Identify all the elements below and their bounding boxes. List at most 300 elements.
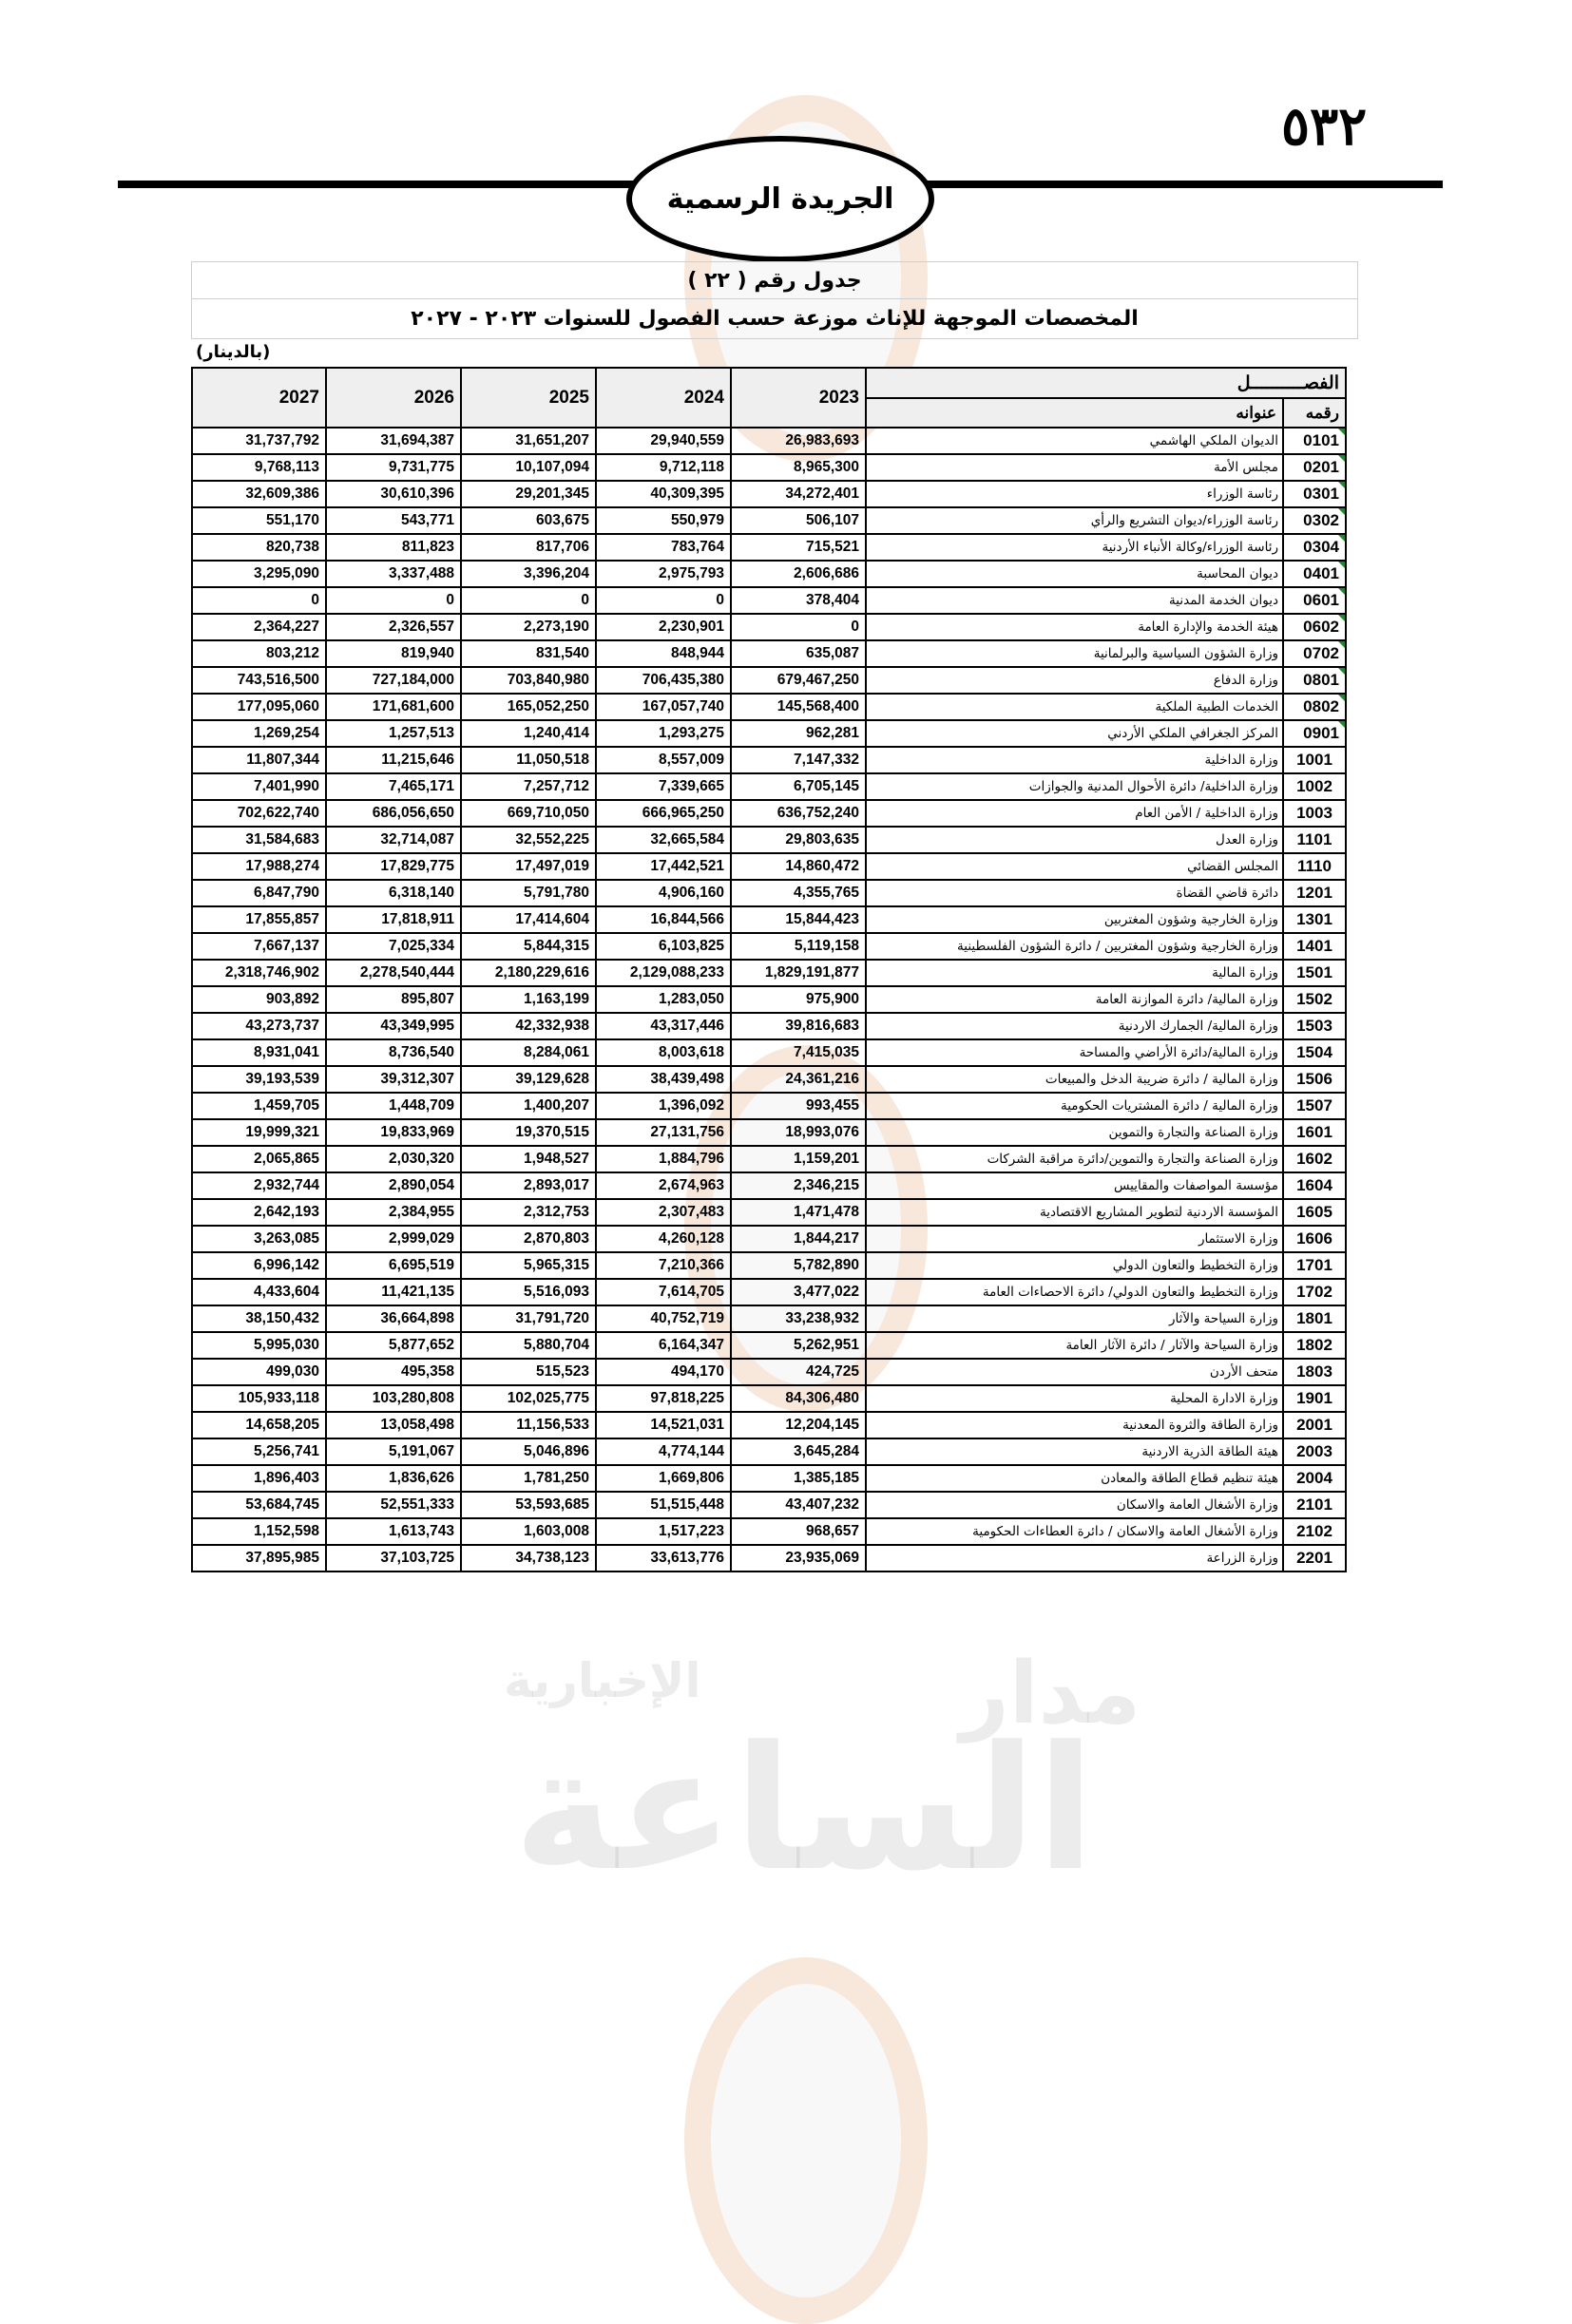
cell-2027: 17,988,274: [192, 853, 326, 880]
cell-2027: 37,895,985: [192, 1545, 326, 1572]
table-row: [192, 1412, 1346, 1438]
cell-2025: 1,948,527: [461, 1146, 596, 1172]
cell-2025: 5,844,315: [461, 933, 596, 960]
cell-2025: 29,201,345: [461, 481, 596, 507]
col-header-2027: 2027: [192, 368, 326, 428]
cell-2027: 43,273,737: [192, 1013, 326, 1039]
chapter-name: وزارة المالية / دائرة المشتريات الحكومية: [866, 1093, 1283, 1119]
cell-2026: 37,103,725: [326, 1545, 461, 1572]
cell-2024: 8,557,009: [596, 747, 731, 773]
table-number: جدول رقم ( ٢٢ ): [192, 262, 1357, 299]
cell-2025: 817,706: [461, 534, 596, 561]
cell-2027: 2,642,193: [192, 1199, 326, 1226]
chapter-code: 1604: [1283, 1172, 1346, 1199]
cell-2024: 2,307,483: [596, 1199, 731, 1226]
cell-2027: 1,459,705: [192, 1093, 326, 1119]
cell-2023: 6,705,145: [731, 773, 866, 800]
currency-unit: (بالدينار): [196, 342, 271, 362]
chapter-code: 2004: [1283, 1465, 1346, 1492]
cell-2027: 903,892: [192, 986, 326, 1013]
cell-2026: 103,280,808: [326, 1385, 461, 1412]
chapter-code: 1003: [1283, 800, 1346, 827]
chapter-name: وزارة الادارة المحلية: [866, 1385, 1283, 1412]
table-row: [192, 1438, 1346, 1465]
chapter-name: الخدمات الطبية الملكية: [866, 694, 1283, 720]
cell-2024: 9,712,118: [596, 454, 731, 481]
table-row: [192, 507, 1346, 534]
cell-2024: 16,844,566: [596, 906, 731, 933]
cell-2026: 31,694,387: [326, 428, 461, 454]
cell-2024: 4,774,144: [596, 1438, 731, 1465]
chapter-code: 1602: [1283, 1146, 1346, 1172]
cell-2023: 7,147,332: [731, 747, 866, 773]
chapter-code: 1601: [1283, 1119, 1346, 1146]
cell-2027: 1,152,598: [192, 1518, 326, 1545]
cell-2027: 17,855,857: [192, 906, 326, 933]
chapter-name: وزارة الطاقة والثروة المعدنية: [866, 1412, 1283, 1438]
table-caption-frame: [191, 261, 1358, 339]
table-row: [192, 747, 1346, 773]
cell-2023: 23,935,069: [731, 1545, 866, 1572]
chapter-code: 0602: [1283, 614, 1346, 640]
cell-2027: 177,095,060: [192, 694, 326, 720]
chapter-code: 0601: [1283, 587, 1346, 614]
watermark-clock-icon: [684, 1957, 928, 2324]
cell-2024: 51,515,448: [596, 1492, 731, 1518]
cell-2027: 3,263,085: [192, 1226, 326, 1252]
chapter-code: 1901: [1283, 1385, 1346, 1412]
cell-2026: 495,358: [326, 1359, 461, 1385]
col-header-2024: 2024: [596, 368, 731, 428]
chapter-name: وزارة الصناعة والتجارة والتموين: [866, 1119, 1283, 1146]
cell-2026: 11,421,135: [326, 1279, 461, 1305]
cell-2024: 1,517,223: [596, 1518, 731, 1545]
chapter-name: وزارة الخارجية وشؤون المغتربين: [866, 906, 1283, 933]
chapter-name: المركز الجغرافي الملكي الأردني: [866, 720, 1283, 747]
chapter-code: 1504: [1283, 1039, 1346, 1066]
cell-2026: 52,551,333: [326, 1492, 461, 1518]
table-row: [192, 561, 1346, 587]
cell-2027: 14,658,205: [192, 1412, 326, 1438]
chapter-name: وزارة المالية/دائرة الأراضي والمساحة: [866, 1039, 1283, 1066]
cell-2023: 2,606,686: [731, 561, 866, 587]
chapter-name: وزارة السياحة والآثار / دائرة الآثار العامة: [866, 1332, 1283, 1359]
cell-2026: 30,610,396: [326, 481, 461, 507]
cell-2025: 11,050,518: [461, 747, 596, 773]
cell-2023: 636,752,240: [731, 800, 866, 827]
cell-2025: 5,965,315: [461, 1252, 596, 1279]
chapter-name: وزارة المالية/ الجمارك الاردنية: [866, 1013, 1283, 1039]
table-row: [192, 1226, 1346, 1252]
cell-2025: 2,273,190: [461, 614, 596, 640]
cell-2026: 6,318,140: [326, 880, 461, 906]
cell-2024: 17,442,521: [596, 853, 731, 880]
cell-2026: 819,940: [326, 640, 461, 667]
cell-2024: 1,669,806: [596, 1465, 731, 1492]
cell-2023: 424,725: [731, 1359, 866, 1385]
cell-2027: 1,896,403: [192, 1465, 326, 1492]
chapter-name: وزارة الصناعة والتجارة والتموين/دائرة مراقبة الشركات: [866, 1146, 1283, 1172]
publication-badge: [626, 136, 934, 262]
cell-2024: 1,884,796: [596, 1146, 731, 1172]
cell-2024: 40,309,395: [596, 481, 731, 507]
chapter-code: 0101: [1283, 428, 1346, 454]
table-row: [192, 1172, 1346, 1199]
cell-2025: 2,893,017: [461, 1172, 596, 1199]
cell-2027: 8,931,041: [192, 1039, 326, 1066]
chapter-name: ديوان الخدمة المدنية: [866, 587, 1283, 614]
cell-2023: 4,355,765: [731, 880, 866, 906]
cell-2026: 2,384,955: [326, 1199, 461, 1226]
cell-2027: 31,737,792: [192, 428, 326, 454]
cell-2027: 1,269,254: [192, 720, 326, 747]
cell-2024: 8,003,618: [596, 1039, 731, 1066]
cell-2023: 39,816,683: [731, 1013, 866, 1039]
cell-2026: 9,731,775: [326, 454, 461, 481]
table-row: [192, 1518, 1346, 1545]
chapter-code: 0702: [1283, 640, 1346, 667]
table-row: [192, 853, 1346, 880]
chapter-name: مجلس الأمة: [866, 454, 1283, 481]
chapter-code: 1506: [1283, 1066, 1346, 1093]
cell-2023: 26,983,693: [731, 428, 866, 454]
chapter-code: 1503: [1283, 1013, 1346, 1039]
cell-2023: 15,844,423: [731, 906, 866, 933]
cell-2027: 38,150,432: [192, 1305, 326, 1332]
table-row: [192, 694, 1346, 720]
cell-2024: 4,260,128: [596, 1226, 731, 1252]
cell-2025: 5,516,093: [461, 1279, 596, 1305]
chapter-name: وزارة الشؤون السياسية والبرلمانية: [866, 640, 1283, 667]
cell-2026: 686,056,650: [326, 800, 461, 827]
cell-2027: 6,847,790: [192, 880, 326, 906]
cell-2026: 543,771: [326, 507, 461, 534]
cell-2025: 5,046,896: [461, 1438, 596, 1465]
cell-2023: 84,306,480: [731, 1385, 866, 1412]
chapter-name: هيئة الطاقة الذرية الاردنية: [866, 1438, 1283, 1465]
cell-2026: 19,833,969: [326, 1119, 461, 1146]
cell-2023: 962,281: [731, 720, 866, 747]
cell-2024: 2,975,793: [596, 561, 731, 587]
cell-2023: 3,477,022: [731, 1279, 866, 1305]
cell-2027: 7,401,990: [192, 773, 326, 800]
table-row: [192, 773, 1346, 800]
cell-2027: 0: [192, 587, 326, 614]
cell-2026: 895,807: [326, 986, 461, 1013]
chapter-name: هيئة تنظيم قطاع الطاقة والمعادن: [866, 1465, 1283, 1492]
col-header-2023: 2023: [731, 368, 866, 428]
cell-2024: 43,317,446: [596, 1013, 731, 1039]
chapter-name: وزارة المالية: [866, 960, 1283, 986]
cell-2027: 19,999,321: [192, 1119, 326, 1146]
table-row: [192, 454, 1346, 481]
cell-2024: 2,230,901: [596, 614, 731, 640]
cell-2023: 1,829,191,877: [731, 960, 866, 986]
cell-2023: 378,404: [731, 587, 866, 614]
cell-2024: 167,057,740: [596, 694, 731, 720]
table-row: [192, 481, 1346, 507]
chapter-name: دائرة قاضي القضاة: [866, 880, 1283, 906]
table-row: [192, 960, 1346, 986]
cell-2026: 5,877,652: [326, 1332, 461, 1359]
cell-2023: 1,159,201: [731, 1146, 866, 1172]
cell-2024: 2,674,963: [596, 1172, 731, 1199]
chapter-name: وزارة المالية/ دائرة الموازنة العامة: [866, 986, 1283, 1013]
chapter-name: وزارة الخارجية وشؤون المغتربين / دائرة الشؤون الفلسطينية: [866, 933, 1283, 960]
chapter-name: مؤسسة المواصفات والمقاييس: [866, 1172, 1283, 1199]
cell-2024: 1,283,050: [596, 986, 731, 1013]
cell-2025: 34,738,123: [461, 1545, 596, 1572]
cell-2025: 2,312,753: [461, 1199, 596, 1226]
cell-2026: 6,695,519: [326, 1252, 461, 1279]
cell-2025: 603,675: [461, 507, 596, 534]
cell-2026: 1,836,626: [326, 1465, 461, 1492]
table-row: [192, 986, 1346, 1013]
table-row: [192, 1066, 1346, 1093]
chapter-name: الديوان الملكي الهاشمي: [866, 428, 1283, 454]
cell-2025: 31,651,207: [461, 428, 596, 454]
cell-2024: 27,131,756: [596, 1119, 731, 1146]
cell-2023: 14,860,472: [731, 853, 866, 880]
chapter-code: 2102: [1283, 1518, 1346, 1545]
cell-2025: 39,129,628: [461, 1066, 596, 1093]
chapter-name: المؤسسة الاردنية لتطوير المشاريع الاقتصادية: [866, 1199, 1283, 1226]
chapter-name: وزارة العدل: [866, 827, 1283, 853]
cell-2023: 2,346,215: [731, 1172, 866, 1199]
watermark-text: الإخبارية: [504, 1653, 701, 1708]
table-row: [192, 880, 1346, 906]
cell-2024: 40,752,719: [596, 1305, 731, 1332]
cell-2025: 7,257,712: [461, 773, 596, 800]
chapter-code: 1702: [1283, 1279, 1346, 1305]
cell-2024: 494,170: [596, 1359, 731, 1385]
cell-2023: 506,107: [731, 507, 866, 534]
cell-2023: 12,204,145: [731, 1412, 866, 1438]
cell-2023: 3,645,284: [731, 1438, 866, 1465]
cell-2026: 36,664,898: [326, 1305, 461, 1332]
cell-2023: 679,467,250: [731, 667, 866, 694]
cell-2024: 1,396,092: [596, 1093, 731, 1119]
chapter-code: 1701: [1283, 1252, 1346, 1279]
cell-2024: 550,979: [596, 507, 731, 534]
chapter-code: 0301: [1283, 481, 1346, 507]
cell-2023: 993,455: [731, 1093, 866, 1119]
cell-2027: 2,932,744: [192, 1172, 326, 1199]
cell-2024: 783,764: [596, 534, 731, 561]
chapter-code: 1001: [1283, 747, 1346, 773]
cell-2025: 0: [461, 587, 596, 614]
cell-2025: 165,052,250: [461, 694, 596, 720]
cell-2026: 7,025,334: [326, 933, 461, 960]
chapter-name: وزارة الأشغال العامة والاسكان: [866, 1492, 1283, 1518]
cell-2027: 803,212: [192, 640, 326, 667]
table-row: [192, 614, 1346, 640]
table-row: [192, 1359, 1346, 1385]
cell-2026: 171,681,600: [326, 694, 461, 720]
watermark-text: الساعة: [513, 1710, 1096, 1909]
cell-2023: 0: [731, 614, 866, 640]
cell-2025: 19,370,515: [461, 1119, 596, 1146]
cell-2025: 1,603,008: [461, 1518, 596, 1545]
cell-2027: 31,584,683: [192, 827, 326, 853]
cell-2024: 29,940,559: [596, 428, 731, 454]
cell-2027: 5,995,030: [192, 1332, 326, 1359]
cell-2023: 1,471,478: [731, 1199, 866, 1226]
cell-2025: 669,710,050: [461, 800, 596, 827]
cell-2024: 33,613,776: [596, 1545, 731, 1572]
cell-2024: 7,210,366: [596, 1252, 731, 1279]
col-header-2026: 2026: [326, 368, 461, 428]
cell-2024: 706,435,380: [596, 667, 731, 694]
chapter-code: 0901: [1283, 720, 1346, 747]
cell-2023: 33,238,932: [731, 1305, 866, 1332]
table-row: [192, 1385, 1346, 1412]
cell-2024: 6,164,347: [596, 1332, 731, 1359]
cell-2027: 105,933,118: [192, 1385, 326, 1412]
table-row: [192, 1146, 1346, 1172]
publication-title: الجريدة الرسمية: [666, 182, 894, 216]
col-header-code: رقمه: [1283, 398, 1346, 428]
cell-2026: 2,890,054: [326, 1172, 461, 1199]
cell-2027: 11,807,344: [192, 747, 326, 773]
cell-2023: 7,415,035: [731, 1039, 866, 1066]
cell-2023: 5,782,890: [731, 1252, 866, 1279]
cell-2024: 97,818,225: [596, 1385, 731, 1412]
cell-2027: 702,622,740: [192, 800, 326, 827]
cell-2023: 5,119,158: [731, 933, 866, 960]
chapter-name: وزارة السياحة والآثار: [866, 1305, 1283, 1332]
col-header-2025: 2025: [461, 368, 596, 428]
cell-2025: 1,781,250: [461, 1465, 596, 1492]
cell-2027: 2,318,746,902: [192, 960, 326, 986]
cell-2027: 2,065,865: [192, 1146, 326, 1172]
cell-2025: 11,156,533: [461, 1412, 596, 1438]
cell-2025: 102,025,775: [461, 1385, 596, 1412]
cell-2024: 666,965,250: [596, 800, 731, 827]
cell-2027: 7,667,137: [192, 933, 326, 960]
table-row: [192, 1465, 1346, 1492]
cell-2026: 1,613,743: [326, 1518, 461, 1545]
cell-2026: 5,191,067: [326, 1438, 461, 1465]
table-row: [192, 827, 1346, 853]
table-row: [192, 906, 1346, 933]
cell-2026: 0: [326, 587, 461, 614]
cell-2025: 31,791,720: [461, 1305, 596, 1332]
page-number: ٥٣٢: [1281, 95, 1368, 158]
table-row: [192, 1013, 1346, 1039]
chapter-code: 2101: [1283, 1492, 1346, 1518]
cell-2025: 515,523: [461, 1359, 596, 1385]
cell-2025: 2,180,229,616: [461, 960, 596, 986]
table-row: [192, 720, 1346, 747]
cell-2026: 43,349,995: [326, 1013, 461, 1039]
cell-2026: 811,823: [326, 534, 461, 561]
cell-2023: 635,087: [731, 640, 866, 667]
chapter-name: وزارة الزراعة: [866, 1545, 1283, 1572]
cell-2027: 53,684,745: [192, 1492, 326, 1518]
cell-2027: 2,364,227: [192, 614, 326, 640]
cell-2027: 551,170: [192, 507, 326, 534]
cell-2024: 14,521,031: [596, 1412, 731, 1438]
chapter-code: 1101: [1283, 827, 1346, 853]
cell-2026: 1,257,513: [326, 720, 461, 747]
chapter-code: 1803: [1283, 1359, 1346, 1385]
chapter-code: 0201: [1283, 454, 1346, 481]
cell-2025: 2,870,803: [461, 1226, 596, 1252]
chapter-code: 1507: [1283, 1093, 1346, 1119]
cell-2025: 1,163,199: [461, 986, 596, 1013]
cell-2026: 2,030,320: [326, 1146, 461, 1172]
cell-2023: 18,993,076: [731, 1119, 866, 1146]
cell-2025: 703,840,980: [461, 667, 596, 694]
cell-2027: 6,996,142: [192, 1252, 326, 1279]
chapter-code: 0802: [1283, 694, 1346, 720]
cell-2023: 975,900: [731, 986, 866, 1013]
chapter-code: 1002: [1283, 773, 1346, 800]
cell-2024: 6,103,825: [596, 933, 731, 960]
cell-2025: 32,552,225: [461, 827, 596, 853]
chapter-name: وزارة الأشغال العامة والاسكان / دائرة العطاءات الحكومية: [866, 1518, 1283, 1545]
cell-2023: 145,568,400: [731, 694, 866, 720]
cell-2025: 10,107,094: [461, 454, 596, 481]
table-row: [192, 933, 1346, 960]
chapter-code: 2201: [1283, 1545, 1346, 1572]
cell-2025: 1,400,207: [461, 1093, 596, 1119]
chapter-name: وزارة الداخلية/ دائرة الأحوال المدنية والجوازات: [866, 773, 1283, 800]
chapter-name: وزارة الاستثمار: [866, 1226, 1283, 1252]
cell-2023: 1,385,185: [731, 1465, 866, 1492]
chapter-name: رئاسة الوزراء: [866, 481, 1283, 507]
chapter-code: 2003: [1283, 1438, 1346, 1465]
cell-2026: 2,278,540,444: [326, 960, 461, 986]
chapter-code: 0801: [1283, 667, 1346, 694]
cell-2023: 715,521: [731, 534, 866, 561]
cell-2025: 8,284,061: [461, 1039, 596, 1066]
cell-2027: 32,609,386: [192, 481, 326, 507]
cell-2026: 7,465,171: [326, 773, 461, 800]
cell-2027: 4,433,604: [192, 1279, 326, 1305]
cell-2027: 5,256,741: [192, 1438, 326, 1465]
table-row: [192, 800, 1346, 827]
chapter-code: 0302: [1283, 507, 1346, 534]
chapter-name: وزارة التخطيط والتعاون الدولي: [866, 1252, 1283, 1279]
cell-2026: 2,999,029: [326, 1226, 461, 1252]
allocations-table: [191, 367, 1347, 1572]
cell-2024: 4,906,160: [596, 880, 731, 906]
cell-2026: 3,337,488: [326, 561, 461, 587]
chapter-code: 1501: [1283, 960, 1346, 986]
table-row: [192, 1279, 1346, 1305]
cell-2023: 1,844,217: [731, 1226, 866, 1252]
chapter-name: رئاسة الوزراء/وكالة الأنباء الأردنية: [866, 534, 1283, 561]
chapter-code: 1802: [1283, 1332, 1346, 1359]
cell-2023: 24,361,216: [731, 1066, 866, 1093]
cell-2026: 11,215,646: [326, 747, 461, 773]
cell-2025: 17,497,019: [461, 853, 596, 880]
cell-2025: 17,414,604: [461, 906, 596, 933]
cell-2026: 17,829,775: [326, 853, 461, 880]
table-row: [192, 534, 1346, 561]
table-row: [192, 1492, 1346, 1518]
table-row: [192, 1332, 1346, 1359]
table-row: [192, 1252, 1346, 1279]
chapter-name: وزارة المالية / دائرة ضريبة الدخل والمبيعات: [866, 1066, 1283, 1093]
col-header-chapter: الفصــــــــــل: [866, 368, 1346, 398]
cell-2025: 3,396,204: [461, 561, 596, 587]
chapter-name: ديوان المحاسبة: [866, 561, 1283, 587]
chapter-name: هيئة الخدمة والإدارة العامة: [866, 614, 1283, 640]
chapter-name: متحف الأردن: [866, 1359, 1283, 1385]
